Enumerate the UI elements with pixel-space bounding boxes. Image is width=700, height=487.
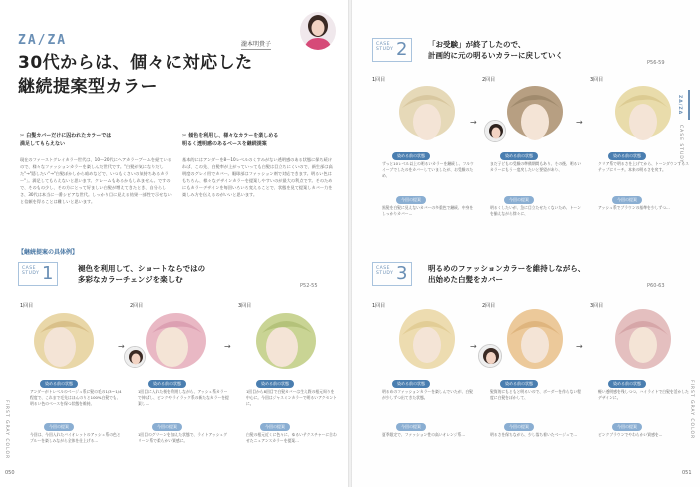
case-study-badge-3 [372, 262, 412, 286]
vertical-brand: ZA/ZA [677, 95, 682, 116]
tag-after-2: 今回の提案 [152, 423, 182, 431]
case3-note-1: 明るめのファッションカラーを楽しんでいたが、白髪が少しずつ出てきた状態。 [382, 389, 473, 400]
case-study-number: 2 [396, 39, 408, 60]
case2-tag-before-2: 染める前の状態 [500, 152, 538, 160]
hair-photo-step3 [250, 305, 322, 373]
scissors-icon: ✂ [182, 133, 187, 139]
side-accent-bar [688, 90, 690, 120]
case2-hair-photo-2 [500, 80, 570, 146]
case2-note-3: クリア系で明るさを上げてから、トーンダウンするステップにリーチ。本来の明るさを戻す。 [598, 161, 689, 172]
tag-after-3: 今回の提案 [260, 423, 290, 431]
case-title-1: 褪色を利用して、ショートならではの 多彩なカラーチェンジを楽しむ [78, 264, 206, 284]
lead-2: ✂ 傾色を利用し、様々なカラーを楽しめる 明るく透明感のあるベースを継続提案 [182, 133, 279, 147]
arrow-right-icon: → [576, 342, 583, 351]
case2-tag-after-1: 今回の提案 [396, 196, 426, 204]
note-after-2: 1回目のグリーンを加えた状態で、ライトアッシュグリーン系で柔らかい質感に。 [138, 432, 228, 443]
page-title-line2: 継続提案型カラー [18, 77, 158, 97]
page-number-right: 051 [682, 470, 692, 476]
case-study-label: CASE STUDY [22, 266, 40, 276]
tag-before-2: 染める前の状態 [148, 380, 186, 388]
case-study-badge-2 [372, 38, 412, 62]
right-page [352, 0, 700, 487]
step-label-3: 3回目 [238, 303, 252, 309]
case3-tag-after-2: 今回の提案 [504, 423, 534, 431]
case2-detail-avatar [484, 120, 506, 142]
case3-step-label-1: 1回目 [372, 303, 386, 309]
hair-photo-step2 [140, 305, 212, 373]
case-title-3: 明るめのファッションカラーを維持しながら、 出始めた白髪をカバー [428, 264, 586, 284]
lead-1: ✂ 白髪カバーだけに囚われたカラーでは 満足してもらえない [20, 133, 112, 147]
case3-hair-photo-3 [608, 305, 678, 373]
section-title: 【継続提案の具体例】 [18, 249, 79, 256]
step-label-2: 2回目 [130, 303, 144, 309]
arrow-right-icon: → [224, 342, 231, 351]
case-study-label: CASE STUDY [376, 266, 394, 276]
left-page [0, 0, 348, 487]
page-number: 050 [5, 470, 15, 476]
note-before-2: 1回目に入れた桜を利用しながら、アッシュ系カラーで伸ばし、ピンクやライラック系の新たなカラーを提案し… [138, 389, 229, 406]
case3-note-3: 軽い透明感を残しつつ、ハイライトで白髪を活かしたデザインに。 [598, 389, 689, 400]
scissors-icon: ✂ [20, 133, 25, 139]
case3-tag-before-1: 染める前の状態 [392, 380, 430, 388]
writer-avatar [300, 12, 336, 50]
case2-step-label-3: 3回目 [590, 77, 604, 83]
case3-detail-avatar [478, 344, 502, 368]
case2-tag-before-3: 染める前の状態 [608, 152, 646, 160]
arrow-right-icon: → [470, 118, 477, 127]
case2-tag-after-3: 今回の提案 [612, 196, 642, 204]
vertical-running-head-right: FIRST GRAY COLOR [689, 380, 694, 440]
case-study-number: 1 [42, 263, 54, 284]
case2-note-4: 黒髪を白髪に見えないカバーの多重色で継続、中身をしっかりカバー… [382, 205, 474, 216]
case-study-label: CASE STUDY [376, 42, 394, 52]
case2-tag-after-2: 今回の提案 [504, 196, 534, 204]
case3-note-5: 明るさを保ちながら、少し落ち着いたベージュで… [490, 432, 578, 437]
case2-hair-photo-1 [392, 80, 462, 146]
case2-note-5: 明るくしたいが、急に目立たせたくないため、トーンを揃えながら徐々に、 [490, 205, 581, 216]
case3-tag-before-3: 染める前の状態 [608, 380, 646, 388]
case-page-ref-3: P60-63 [647, 283, 665, 289]
case3-step-label-3: 3回目 [590, 303, 604, 309]
case2-tag-before-1: 染める前の状態 [392, 152, 430, 160]
case3-step-label-2: 2回目 [482, 303, 496, 309]
hair-detail-avatar [124, 346, 146, 368]
case3-note-4: 夏季限定で、ファッション性の高いオレンジ系… [382, 432, 466, 437]
case3-note-6: ピンクブラウンでやわらかい質感を… [598, 432, 663, 437]
body-text-1: 現在のファーストグレイカラー世代は、10〜20代にヘアカラーブームを経ているので、様々なファッションカラーを楽しんだ世代です。"白髪が気になりだした"→"隠したい"→"白髪ぼかしから暗めなどで、いつもくさいの気持ちあるカラー"」。満足してもらえないと思います。クレームもあるかもしれません。ですので、そのもの少し、その方にとって好ましい白髪が増えてきたとき、自分らしさ、30代は本当に一番シビアな世代。しっかり目に見える結果一部性で示せないと信頼を得ることは難しいと思います。 [20, 157, 172, 204]
tag-before-3: 染める前の状態 [256, 380, 294, 388]
vertical-case-study: CASE STUDY [678, 125, 683, 164]
case2-step-label-2: 2回目 [482, 77, 496, 83]
case-page-ref-2: P56-59 [647, 60, 665, 66]
arrow-right-icon: → [576, 118, 583, 127]
arrow-right-icon: → [118, 342, 125, 351]
arrow-right-icon: → [470, 342, 477, 351]
body-text-2: 基本的にはアンダーを8〜10レベルのくすみがない透明感のある状態に保ち続ければ、この先、白髪率が上がっていっても白髪は目立ちにくいので、新生部は高明度のグレイ用でカバー。眼球部はファッション剤で対応できます。明るい色はもちろん、様々なデザインカラーを提案しやすいのが最大の利点です。そのためにもカラーデザインを毎回いろいろ変えることで、状態を見て提案しカバー力を楽しみ方を伝えるのがいいと思います。 [182, 157, 333, 197]
note-after-3: 白髪の根元近くに色々に、ゆるいテクスチャーに合わせたニュアンスカラーを提案… [246, 432, 337, 443]
note-after-1: 今回は、今回入れたバイオレットのアッシュ系の色とブルーを楽しみながら全体を仕上げる… [30, 432, 121, 443]
case-study-badge-1 [18, 262, 58, 286]
case3-hair-photo-1 [392, 305, 462, 373]
case2-note-1: ずっと10レベル以上の明るいカラーを継続し、フルウイーブでしたのをカバーしていましたが、お受験のため、 [382, 161, 474, 178]
case3-tag-after-1: 今回の提案 [396, 423, 426, 431]
note-before-1: アンダーがトレベルのベージュ系に髪の毛の1/3〜1/4程度で、これまで毛先はほんのりと100%白髪でも、明るい色のベースを保つ状態を維持。 [30, 389, 122, 406]
case-title-2: 「お受験」が終了したので、 計画的に元の明るいカラーに戻していく [428, 40, 563, 60]
hair-photo-step1 [28, 305, 100, 373]
case3-hair-photo-2 [500, 305, 570, 373]
tag-after-1: 今回の提案 [44, 423, 74, 431]
case3-tag-before-2: 染める前の状態 [500, 380, 538, 388]
vertical-running-head: FIRST GRAY COLOR [4, 400, 9, 460]
brand-logo: ZA/ZA [18, 33, 68, 48]
case-page-ref-1: P52-55 [300, 283, 318, 289]
case2-hair-photo-3 [608, 80, 678, 146]
case2-note-2: まだ子どもの受験の準備期間もあり、その後、明るいカラーにもう一度戻したいと要望があり、 [490, 161, 582, 172]
case2-step-label-1: 1回目 [372, 77, 386, 83]
page-title-line1: 30代からは、個々に対応した [18, 53, 253, 73]
writer-name: 瀧本明貴子 [241, 41, 272, 48]
case2-note-6: アッシュ系でブラウンの基準を少しずつ… [598, 205, 670, 210]
step-label-1: 1回目 [20, 303, 34, 309]
note-before-3: 1回目から8回目で白髪カバーは生え際の根元周りを中心に。今回はジャスミンカラーで明るいアクセントに。 [246, 389, 337, 406]
tag-before-1: 染める前の状態 [40, 380, 78, 388]
case3-note-2: 髪質的にもともと明るいので、ボーダーを作らない程度に白髪をぼかして、 [490, 389, 582, 400]
case-study-number: 3 [396, 263, 408, 284]
case3-tag-after-3: 今回の提案 [612, 423, 642, 431]
